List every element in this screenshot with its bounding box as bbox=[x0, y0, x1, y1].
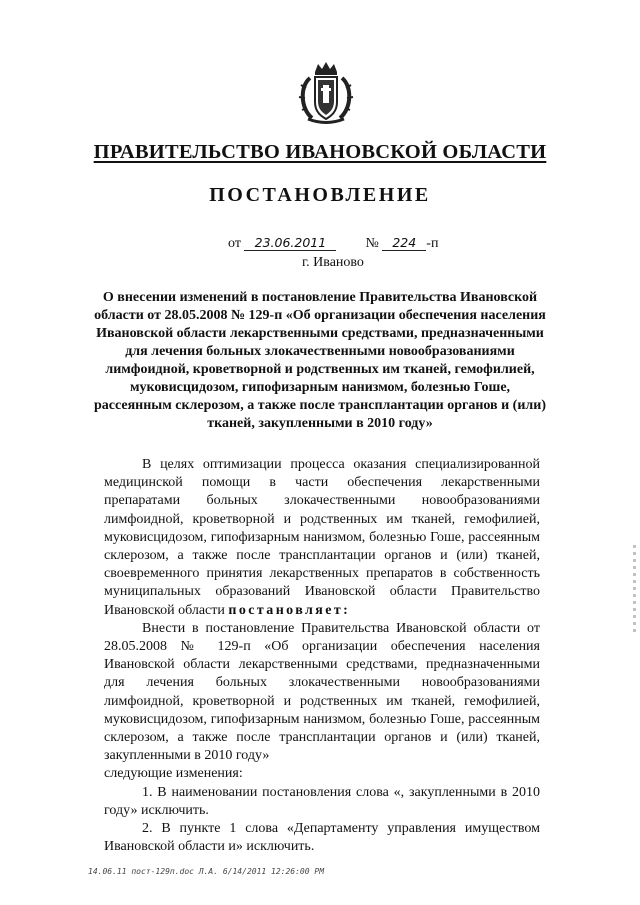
number-label: № bbox=[365, 236, 379, 251]
scan-edge-artifact bbox=[633, 545, 636, 635]
paragraph-item-2: 2. В пункте 1 слова «Департаменту управления имуществом Ивановской области и» исключить. bbox=[104, 821, 540, 855]
government-title: ПРАВИТЕЛЬСТВО ИВАНОВСКОЙ ОБЛАСТИ bbox=[93, 141, 547, 163]
number-suffix: -п bbox=[426, 236, 439, 251]
paragraph-preamble: В целях оптимизации процесса оказания специализированной медицинской помощи в части обеспечения лекарственными препаратами больных злокачественными новообразованиями лимфоидной, кроветворной и родственных им тканей, гемофилией, муковисцидозом, гипофизарным нанизмом, болезнью Гоше, рассеянным склерозом, а также после трансплантации органов и (или) тканей, своевременного принятия лекарственных препаратов в собственность муниципальных образований Ивановской области Правительство Ивановской области постановляет: bbox=[104, 457, 540, 618]
document-body bbox=[104, 456, 540, 856]
handwritten-number: 224 bbox=[382, 235, 426, 251]
file-footer: 14.06.11 пост-129п.doc Л.А. 6/14/2011 12:26:00 PM bbox=[88, 867, 325, 876]
paragraph-amendment-tail: следующие изменения: bbox=[104, 766, 243, 782]
date-label: от bbox=[228, 236, 241, 251]
handwritten-date: 23.06.2011 bbox=[244, 235, 336, 251]
decree-word: постановляет: bbox=[228, 602, 351, 618]
city-name: г. Иваново bbox=[302, 255, 364, 270]
paragraph-item-1: 1. В наименовании постановления слова «, закупленными в 2010 году» исключить. bbox=[104, 784, 540, 818]
document-subject: О внесении изменений в постановление Правительства Ивановской области от 28.05.2008 № 129-п «Об организации обеспечения населения Ивановской области лекарственными средствами, предназначенными для лечения больных злокачественными новообразованиями лимфоидной, кроветворной и родственных им тканей, гемофилией, муковисцидозом, гипофизарным нанизмом, болезнью Гоше, рассеянным склерозом, а также после трансплантации органов и (или) тканей, закупленными в 2010 году» bbox=[93, 290, 546, 431]
paragraph-amendment: Внести в постановление Правительства Ивановской области от 28.05.2008 № 129-п «Об организации обеспечения населения Ивановской области лекарственными средствами, предназначенными для лечения больных злокачественными новообразованиями лимфоидной, кроветворной и родственных им тканей, гемофилией, муковисцидозом, гипофизарным нанизмом, болезнью Гоше, рассеянным склерозом, а также после трансплантации органов и (или) тканей, закупленными в 2010 году» bbox=[104, 620, 540, 764]
coat-of-arms-emblem bbox=[296, 58, 356, 126]
document-type-title: ПОСТАНОВЛЕНИЕ bbox=[209, 184, 431, 206]
registration-line bbox=[228, 235, 438, 252]
